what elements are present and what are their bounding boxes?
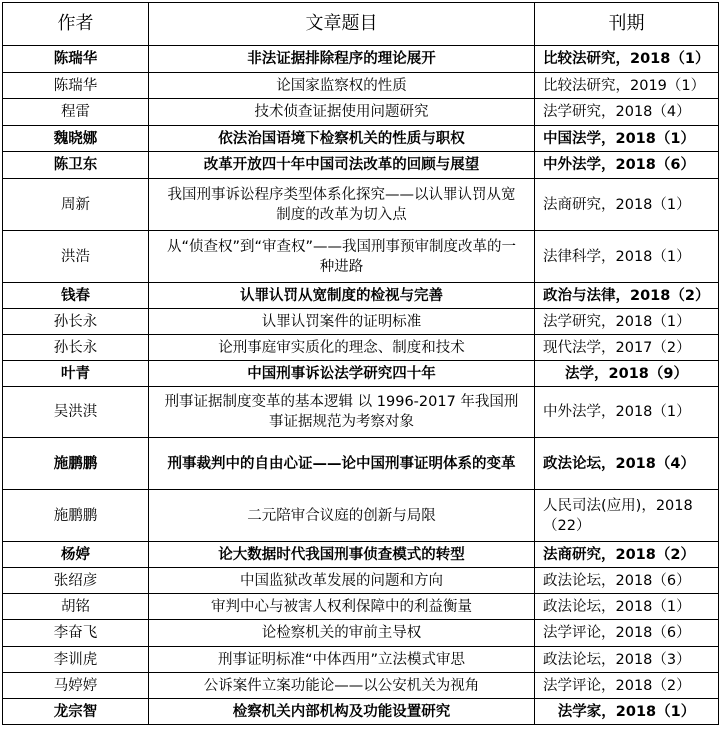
cell-publication: 比较法研究，2018（1） [535,46,719,73]
table-row [3,361,719,387]
cell-publication: 法学研究，2018（1） [535,309,719,335]
cell-author: 施鹏鹏 [3,490,149,542]
cell-title: 依法治国语境下检察机关的性质与职权 [149,126,535,152]
cell-author: 张绍彦 [3,568,149,594]
table-row [3,568,719,594]
header-row [3,3,719,46]
cell-publication: 政法论坛，2018（4） [535,438,719,490]
table-row [3,152,719,179]
cell-author: 叶青 [3,361,149,387]
table-row [3,73,719,99]
cell-author: 杨婷 [3,542,149,568]
cell-author: 吴洪淇 [3,387,149,438]
cell-publication: 法学，2018（9） [535,361,719,387]
cell-publication: 政法论坛，2018（1） [535,594,719,620]
cell-title: 我国刑事诉讼程序类型体系化探究——以认罪认罚从宽制度的改革为切入点 [149,179,535,231]
cell-author: 胡铭 [3,594,149,620]
cell-publication: 法学家，2018（1） [535,699,719,725]
cell-publication: 中外法学，2018（1） [535,387,719,438]
cell-title: 检察机关内部机构及功能设置研究 [149,699,535,725]
table-row [3,438,719,490]
cell-author: 程雷 [3,99,149,126]
table-row [3,542,719,568]
cell-publication: 人民司法(应用)，2018（22） [535,490,719,542]
table-row [3,387,719,438]
cell-title: 论国家监察权的性质 [149,73,535,99]
table-row [3,179,719,231]
cell-author: 孙长永 [3,309,149,335]
cell-publication: 中外法学，2018（6） [535,152,719,179]
cell-title: 中国监狱改革发展的问题和方向 [149,568,535,594]
cell-author: 魏晓娜 [3,126,149,152]
cell-title: 刑事证明标准“中体西用”立法模式审思 [149,647,535,673]
cell-publication: 政法论坛，2018（3） [535,647,719,673]
table-row [3,699,719,725]
cell-author: 龙宗智 [3,699,149,725]
cell-author: 李奋飞 [3,620,149,647]
cell-title: 论刑事庭审实质化的理念、制度和技术 [149,335,535,361]
table-row [3,126,719,152]
cell-publication: 政法论坛，2018（6） [535,568,719,594]
cell-author: 施鹏鹏 [3,438,149,490]
cell-author: 洪浩 [3,231,149,283]
cell-author: 陈卫东 [3,152,149,179]
cell-publication: 法商研究，2018（1） [535,179,719,231]
cell-title: 论大数据时代我国刑事侦查模式的转型 [149,542,535,568]
table-row [3,46,719,73]
table-row [3,647,719,673]
table-row [3,673,719,699]
table-row [3,231,719,283]
cell-title: 技术侦查证据使用问题研究 [149,99,535,126]
cell-publication: 中国法学，2018（1） [535,126,719,152]
cell-publication: 法学研究，2018（4） [535,99,719,126]
cell-title: 公诉案件立案功能论——以公安机关为视角 [149,673,535,699]
cell-author: 陈瑞华 [3,46,149,73]
table-row [3,309,719,335]
cell-author: 孙长永 [3,335,149,361]
cell-title: 审判中心与被害人权利保障中的利益衡量 [149,594,535,620]
articles-table [2,2,719,725]
cell-author: 陈瑞华 [3,73,149,99]
header-title: 文章题目 [149,3,535,46]
cell-author: 李训虎 [3,647,149,673]
table-row [3,490,719,542]
header-publication: 刊期 [535,3,719,46]
cell-publication: 法学评论，2018（2） [535,673,719,699]
table-row [3,99,719,126]
cell-title: 从“侦查权”到“审查权”——我国刑事预审制度改革的一种进路 [149,231,535,283]
cell-author: 马婷婷 [3,673,149,699]
cell-title: 改革开放四十年中国司法改革的回顾与展望 [149,152,535,179]
cell-title: 刑事裁判中的自由心证——论中国刑事证明体系的变革 [149,438,535,490]
cell-publication: 法律科学，2018（1） [535,231,719,283]
cell-title: 二元陪审合议庭的创新与局限 [149,490,535,542]
cell-title: 非法证据排除程序的理论展开 [149,46,535,73]
table-row [3,335,719,361]
table-row [3,620,719,647]
cell-title: 刑事证据制度变革的基本逻辑 以 1996-2017 年我国刑事证据规范为考察对象 [149,387,535,438]
header-author: 作者 [3,3,149,46]
cell-publication: 法学评论，2018（6） [535,620,719,647]
cell-author: 钱春 [3,283,149,309]
table-row [3,283,719,309]
cell-publication: 法商研究，2018（2） [535,542,719,568]
cell-publication: 比较法研究，2019（1） [535,73,719,99]
cell-publication: 政治与法律，2018（2） [535,283,719,309]
table-row [3,594,719,620]
cell-publication: 现代法学，2017（2） [535,335,719,361]
cell-title: 论检察机关的审前主导权 [149,620,535,647]
cell-title: 认罪认罚案件的证明标准 [149,309,535,335]
cell-author: 周新 [3,179,149,231]
cell-title: 认罪认罚从宽制度的检视与完善 [149,283,535,309]
cell-title: 中国刑事诉讼法学研究四十年 [149,361,535,387]
